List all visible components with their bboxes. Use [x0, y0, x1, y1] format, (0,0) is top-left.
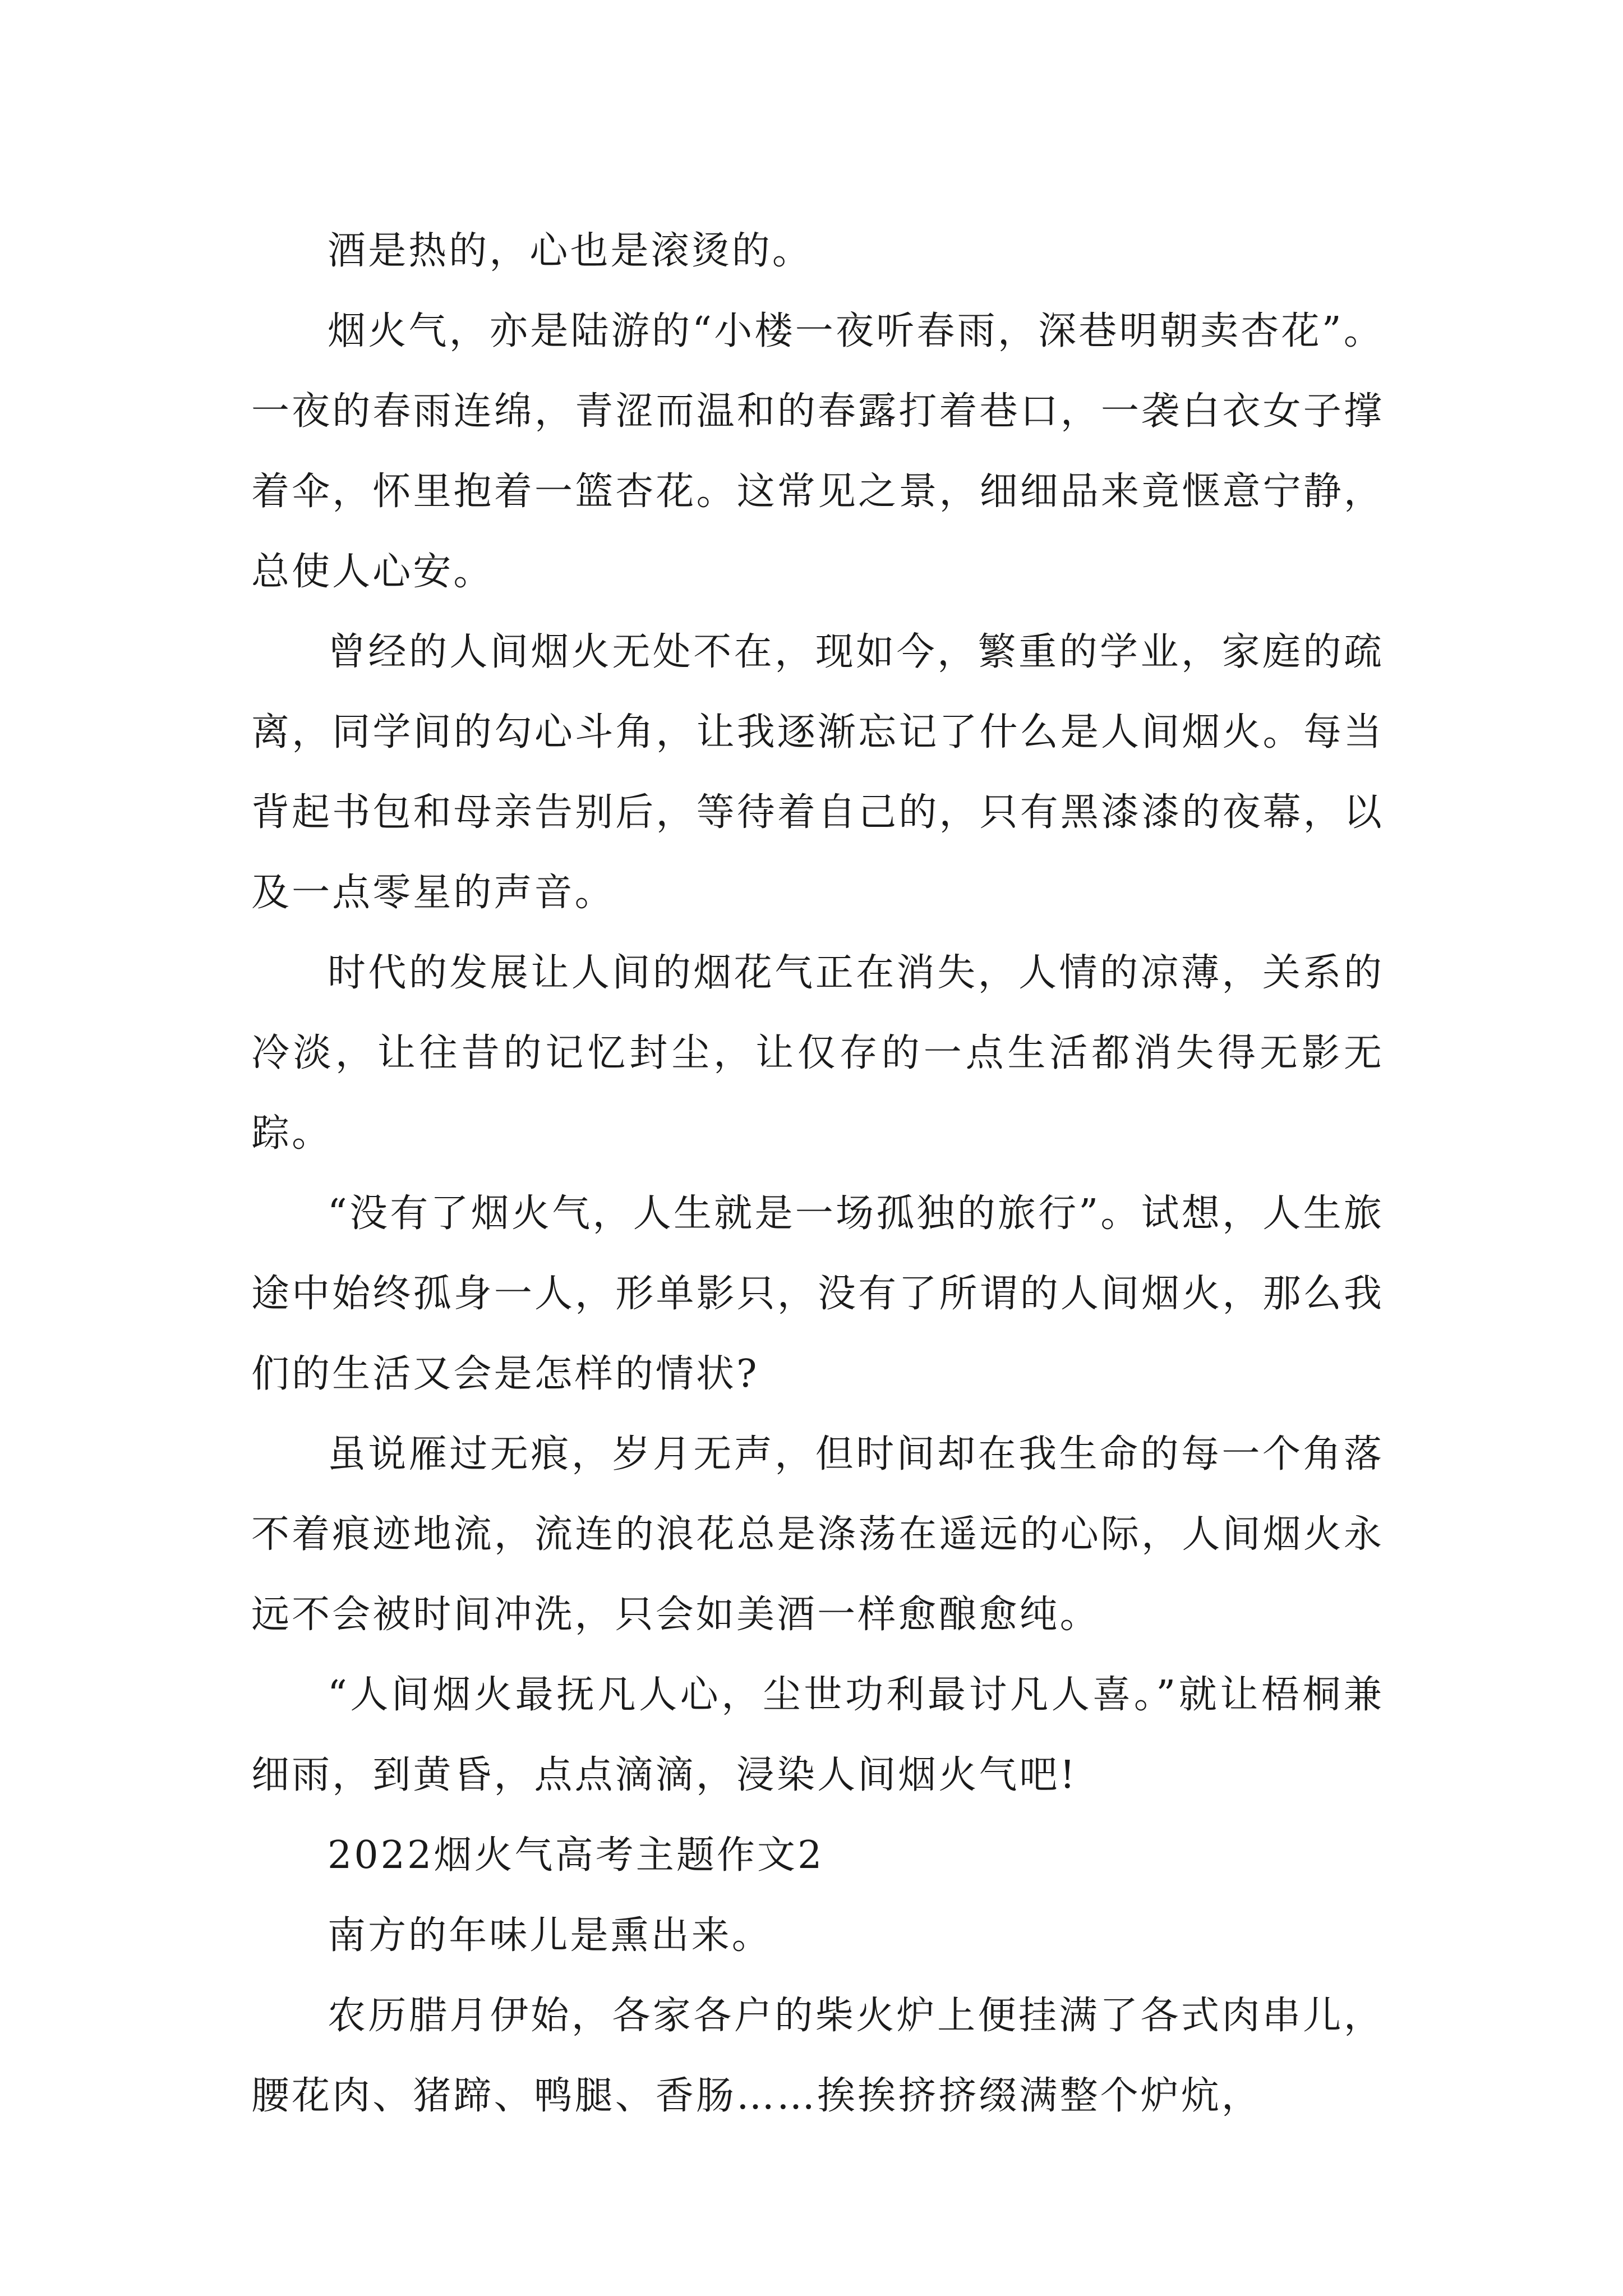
paragraph-1: 酒是热的，心也是滚烫的。	[328, 229, 813, 273]
paragraph-5: “没有了烟火气，人生就是一场孤独的旅行”。试想，人生旅途中始终孤身一人，形单影只，没有了所谓的人间烟火，那么我们的生活又会是怎样的情状?	[251, 1191, 1384, 1396]
paragraph-8: 南方的年味儿是熏出来。	[328, 1913, 772, 1958]
section-heading: 2022烟火气高考主题作文2	[328, 1833, 824, 1878]
paragraph-4: 时代的发展让人间的烟花气正在消失，人情的凉薄，关系的冷淡，让往昔的记忆封尘，让仅存的一点生活都消失得无影无踪。	[251, 951, 1384, 1156]
document-body	[251, 211, 1384, 2136]
paragraph-2: 烟火气，亦是陆游的“小楼一夜听春雨，深巷明朝卖杏花”。一夜的春雨连绵，青涩而温和的春露打着巷口，一袭白衣女子撑着伞，怀里抱着一篮杏花。这常见之景，细细品来竟惬意宁静，总使人心安。	[251, 309, 1384, 594]
paragraph-6: 虽说雁过无痕，岁月无声，但时间却在我生命的每一个角落不着痕迹地流，流连的浪花总是涤荡在遥远的心际，人间烟火永远不会被时间冲洗，只会如美酒一样愈酿愈纯。	[251, 1432, 1384, 1637]
paragraph-7: “人间烟火最抚凡人心，尘世功利最讨凡人喜。”就让梧桐兼细雨，到黄昏，点点滴滴，浸染人间烟火气吧!	[251, 1673, 1384, 1797]
paragraph-9: 农历腊月伊始，各家各户的柴火炉上便挂满了各式肉串儿，腰花肉、猪蹄、鸭腿、香肠……挨挨挤挤缀满整个炉炕，	[251, 1994, 1384, 2118]
paragraph-3: 曾经的人间烟火无处不在，现如今，繁重的学业，家庭的疏离，同学间的勾心斗角，让我逐渐忘记了什么是人间烟火。每当背起书包和母亲告别后，等待着自己的，只有黑漆漆的夜幕，以及一点零星的声音。	[251, 630, 1384, 915]
